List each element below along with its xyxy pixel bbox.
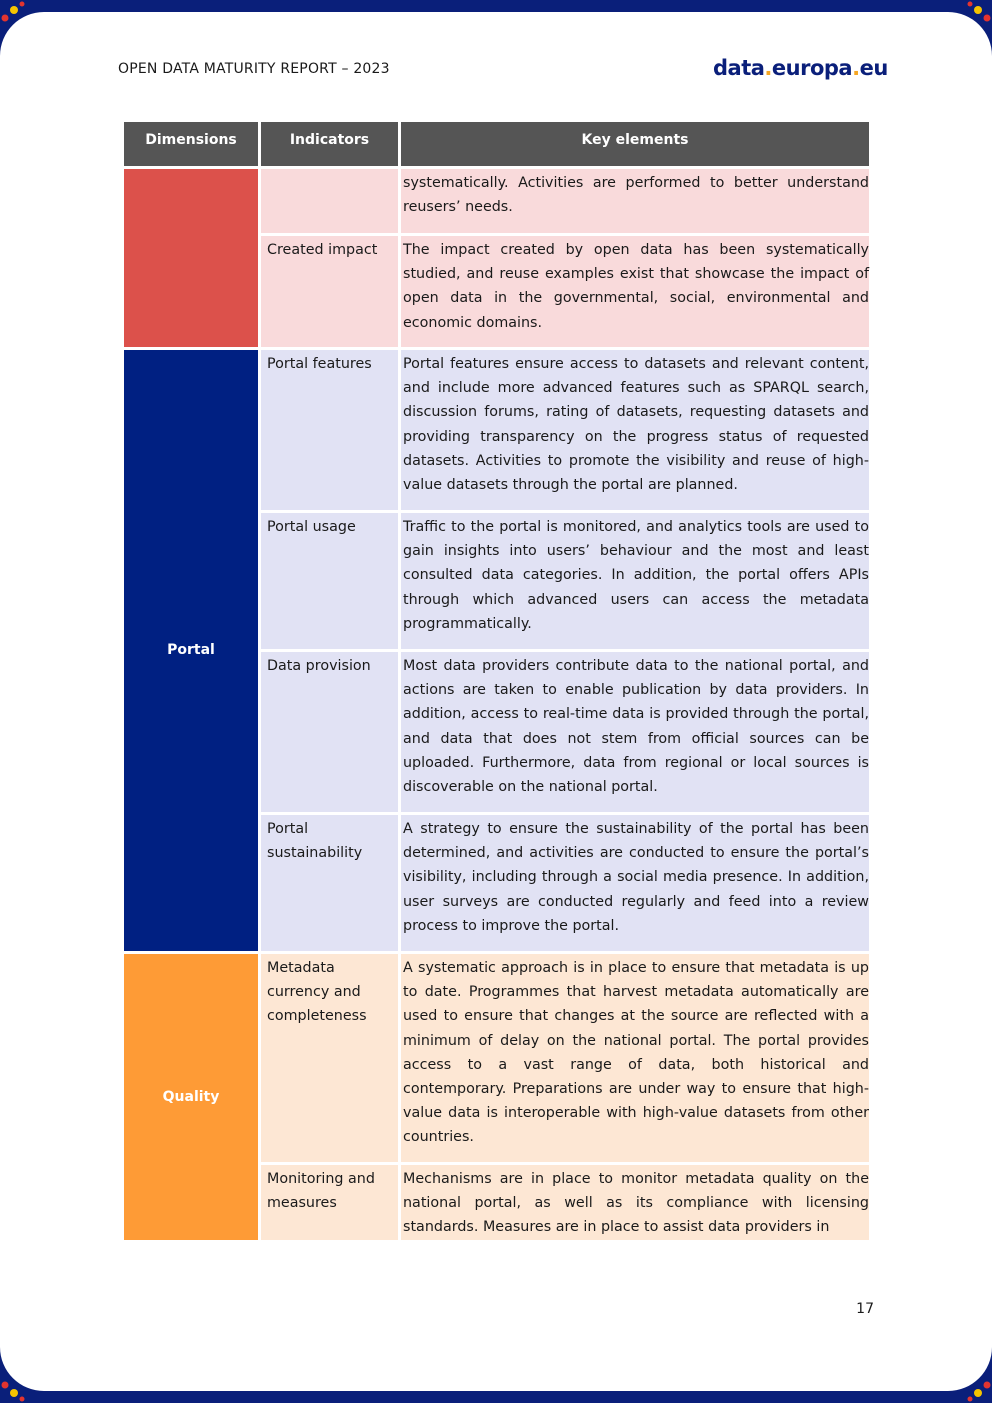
key-elements-cell: Portal features ensure access to datasets and relevant content, and include more advanced features such as SPARQL search, discussion forums, rating of datasets, requesting datasets and providing transparency on the progress status of requested datasets. Activities to promote the visibility and reuse of high-value datasets through the portal are planned. [401, 350, 869, 510]
indicator-cell: Portal usage [261, 513, 398, 649]
table-row [124, 954, 869, 1162]
header-key-elements: Key elements [401, 122, 869, 166]
indicator-cell: Portal features [261, 350, 398, 510]
table-header-row [124, 122, 869, 166]
key-elements-cell: systematically. Activities are performed to better understand reusers’ needs. [401, 169, 869, 233]
key-elements-cell: A systematic approach is in place to ensure that metadata is up to date. Programmes that harvest metadata automatically are used to ensure that changes at the source are reflected with a minimum of delay on the national portal. The portal provides access to a vast range of data, both historical and contemporary. Preparations are under way to ensure that high-value data is interoperable with high-value datasets from other countries. [401, 954, 869, 1162]
maturity-table [121, 119, 872, 1243]
report-title: OPEN DATA MATURITY REPORT – 2023 [118, 61, 390, 77]
corner-decoration-top-left [0, 0, 62, 62]
indicator-cell [261, 169, 398, 233]
table-row [124, 350, 869, 510]
header-indicators: Indicators [261, 122, 398, 166]
key-elements-cell: Most data providers contribute data to the national portal, and actions are taken to enable publication by data providers. In addition, access to real-time data is provided through the portal, and data that does not stem from official sources can be uploaded. Furthermore, data from regional or local sources is discoverable on the national portal. [401, 652, 869, 812]
key-elements-cell: Mechanisms are in place to monitor metadata quality on the national portal, as well as its compliance with licensing standards. Measures are in place to assist data providers in [401, 1165, 869, 1240]
corner-decoration-top-right [930, 0, 992, 62]
indicator-cell: Created impact [261, 236, 398, 347]
page-number: 17 [856, 1301, 874, 1317]
indicator-cell: Data provision [261, 652, 398, 812]
header-dimensions: Dimensions [124, 122, 258, 166]
data-europa-logo[interactable]: data.europa.eu [713, 56, 888, 80]
key-elements-cell: Traffic to the portal is monitored, and analytics tools are used to gain insights into users’ behaviour and the most and least consulted data categories. In addition, the portal offers APIs through which advanced users can access the metadata programmatically. [401, 513, 869, 649]
corner-decoration-bottom-left [0, 1341, 62, 1403]
corner-decoration-bottom-right [930, 1341, 992, 1403]
dimension-cell-quality: Quality [124, 954, 258, 1240]
key-elements-cell: A strategy to ensure the sustainability of the portal has been determined, and activities are conducted to ensure the portal’s visibility, including through a social media presence. In addition, user surveys are conducted regularly and feed into a review process to improve the portal. [401, 815, 869, 951]
indicator-cell: Monitoring and measures [261, 1165, 398, 1240]
indicator-cell: Portal sustainability [261, 815, 398, 951]
dimension-cell-impact [124, 169, 258, 347]
indicator-cell: Metadata currency and completeness [261, 954, 398, 1162]
table-row [124, 169, 869, 233]
dimension-cell-portal: Portal [124, 350, 258, 951]
key-elements-cell: The impact created by open data has been systematically studied, and reuse examples exist that showcase the impact of open data in the governmental, social, environmental and economic domains. [401, 236, 869, 347]
